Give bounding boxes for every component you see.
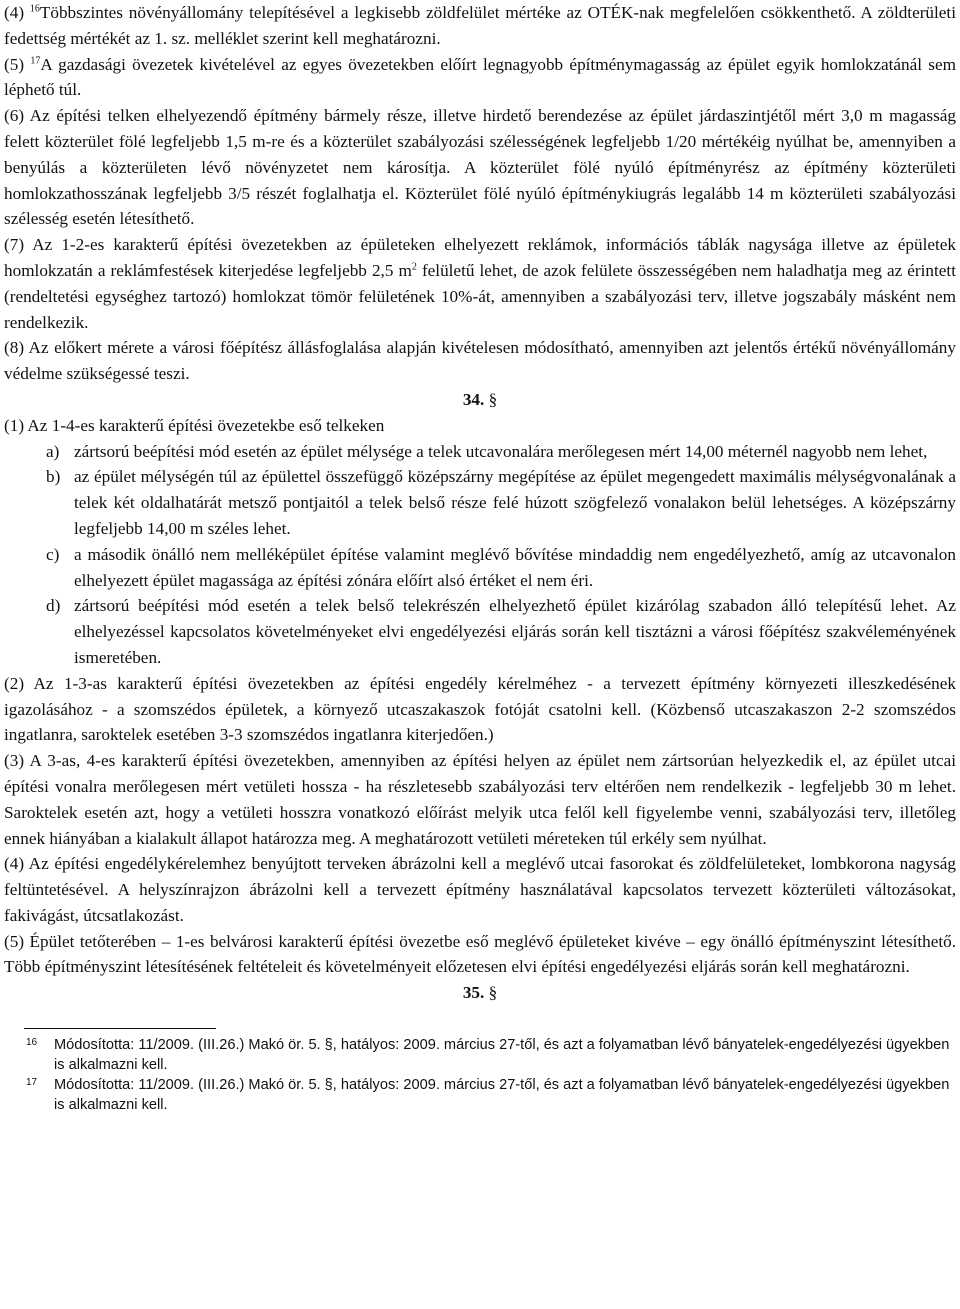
main-text <box>4 0 956 1006</box>
list-item: b) az épület mélységén túl az épülettel összefüggő középszárny megépítése az épület megengedett maximális mélységvonalának a telek két oldalhatárát metsző pontjaitól a telek belső része felé húzott szögfelező vonalakon belül lehetséges. A középszárny legfeljebb 14,00 m széles lehet. <box>46 467 956 538</box>
paragraph-7: (7) Az 1-2-es karakterű építési övezetekben az épületeken elhelyezett reklámok, információs táblák nagysága illetve az épületek homlokzatán a reklámfestések kiterjedése legfeljebb 2,5 $m^2$ felületű lehet, de azok felülete összességében nem haladhatja meg az érintett (rendeltetési egységhez tartozó) homlokzat tömör felületének 10%-át, amennyiben a szabályozási terv, illetve jogszabály másként nem rendelkezik. <box>4 235 956 332</box>
footnote-separator <box>24 1028 216 1029</box>
s34-paragraph-2: (2) Az 1-3-as karakterű építési övezetekben az építési engedély kérelméhez - a tervezett építmény környezeti illeszkedésének igazolásához - a szomszédos épületek, a környező utcaszakaszok fotóját csatolni kell. (Közbenső utcaszakaszon 2-2 szomszédos ingatlanra, saroktelek esetében 3-3 szomszédos ingatlanra kiterjedően.) <box>4 673 956 745</box>
footnote-16: 16 Módosította: 11/2009. (III.26.) Makó ör. 5. §, hatályos: 2009. március 27-től, és azt a folyamatban lévő bányatelek-engedélyezési ügyekben is alkalmazni kell. <box>26 1037 950 1074</box>
s34-paragraph-1-intro: (1) Az 1-4-es karakterű építési övezetekbe eső telkeken <box>4 415 385 435</box>
paragraph-6: (6) Az építési telken elhelyezendő építmény bármely része, illetve hirdető berendezése az épület járdaszintjétől mért 3,0 m magasság felett közterület fölé legfeljebb 1,5 m-re és a közterület szabályozási szélességének legfeljebb 1/20 mértékéig nyúlhat be, amennyiben a benyúlás a közterületen lévő növényzetet nem károsítja. A közterület fölé nyúló építményrész az építmény közterületi homlokzathosszának legfeljebb 3/5 részét foglalhatja el. Közterület fölé nyúló építménykiugrás legalább 14 m közterületi szabályozási szélesség esetén létesíthető. <box>4 106 956 229</box>
list-item: d) zártsorú beépítési mód esetén a telek belső telekrészén elhelyezhető épület kizárólag szabadon álló telepítésű lehet. Az elhelyezéssel kapcsolatos követelményeket elvi engedélyezési eljárás során kell tisztázni a városi főépítész szakvéleményének ismeretében. <box>46 596 956 667</box>
s34-paragraph-3: (3) A 3-as, 4-es karakterű építési övezetekben, amennyiben az építési helyen az épület nem zártsorúan helyezkedik el, az épület utcai építési vonalra merőlegesen mért vetületi hossza - ha részletesebb szabályozási terv eltérően nem rendelkezik - legfeljebb 30 m lehet. Saroktelek esetén azt, hogy a vetületi hosszra vonatkozó előírást melyik utca felől kell figyelembe venni, szabályozási terv, illetőleg ennek hiányában a kialakult állapot határozza meg. A meghatározott vetületi méreteken túl erkély sem nyúlhat. <box>4 751 956 848</box>
section-sign: § <box>488 983 498 1003</box>
document-page <box>4 0 956 1115</box>
section-sign: § <box>488 389 498 409</box>
section-heading-34: 34. § <box>462 389 498 409</box>
s34-paragraph-5: (5) Épület tetőterében – 1-es belvárosi karakterű építési övezetbe eső meglévő épületeket kivéve – egy önálló építményszint létesíthető. Több építményszint létesítésének feltételeit és követelményeit előzetesen elvi építési engedélyezési eljárás során kell meghatározni. <box>4 931 956 977</box>
s34-paragraph-4: (4) Az építési engedélykérelemhez benyújtott terveken ábrázolni kell a meglévő utcai fasorokat és zöldfelületeket, lombkorona nagyság feltüntetésével. A helyszínrajzon ábrázolni kell a tervezett építmény használatával kapcsolatos tervezett közterületi változásokat, fakivágást, útcsatlakozást. <box>4 854 956 925</box>
footnote-ref-17[interactable]: 17 <box>30 54 41 66</box>
section-heading-35: 35. § <box>462 983 498 1003</box>
footnote-17: 17 Módosította: 11/2009. (III.26.) Makó ör. 5. §, hatályos: 2009. március 27-től, és azt a folyamatban lévő bányatelek-engedélyezési ügyekben is alkalmazni kell. <box>26 1077 950 1114</box>
paragraph-8: (8) Az előkert mérete a városi főépítész állásfoglalása alapján kivételesen módosítható, amennyiben azt jelentős értékű növényállomány védelme szükségessé teszi. <box>4 338 956 384</box>
list-item: a) zártsorú beépítési mód esetén az épület mélysége a telek utcavonalára merőlegesen mért 14,00 méternél nagyobb nem lehet, <box>46 441 928 461</box>
list-item: c) a második önálló nem melléképület építése valamint meglévő bővítése mindaddig nem engedélyezhető, amíg az utcavonalon elhelyezett épület magassága az építési zónára előírt alsó értéket el nem éri. <box>46 544 956 590</box>
paragraph-5: (5) $^{17}$A gazdasági övezetek kivételével az egyes övezetekben előírt legnagyobb építménymagasság az épület egyik homlokzatánál sem léphető túl. <box>4 54 956 100</box>
paragraph-4: (4) $^{16}$Többszintes növényállomány telepítésével a legkisebb zöldfelület mértéke az OTÉK-nak megfelelően csökkenthető. A zöldterületi fedettség mértékét az 1. sz. melléklet szerint kell meghatározni. <box>4 3 956 48</box>
footnotes <box>4 1035 956 1115</box>
footnote-ref-16[interactable]: 16 <box>29 3 40 15</box>
